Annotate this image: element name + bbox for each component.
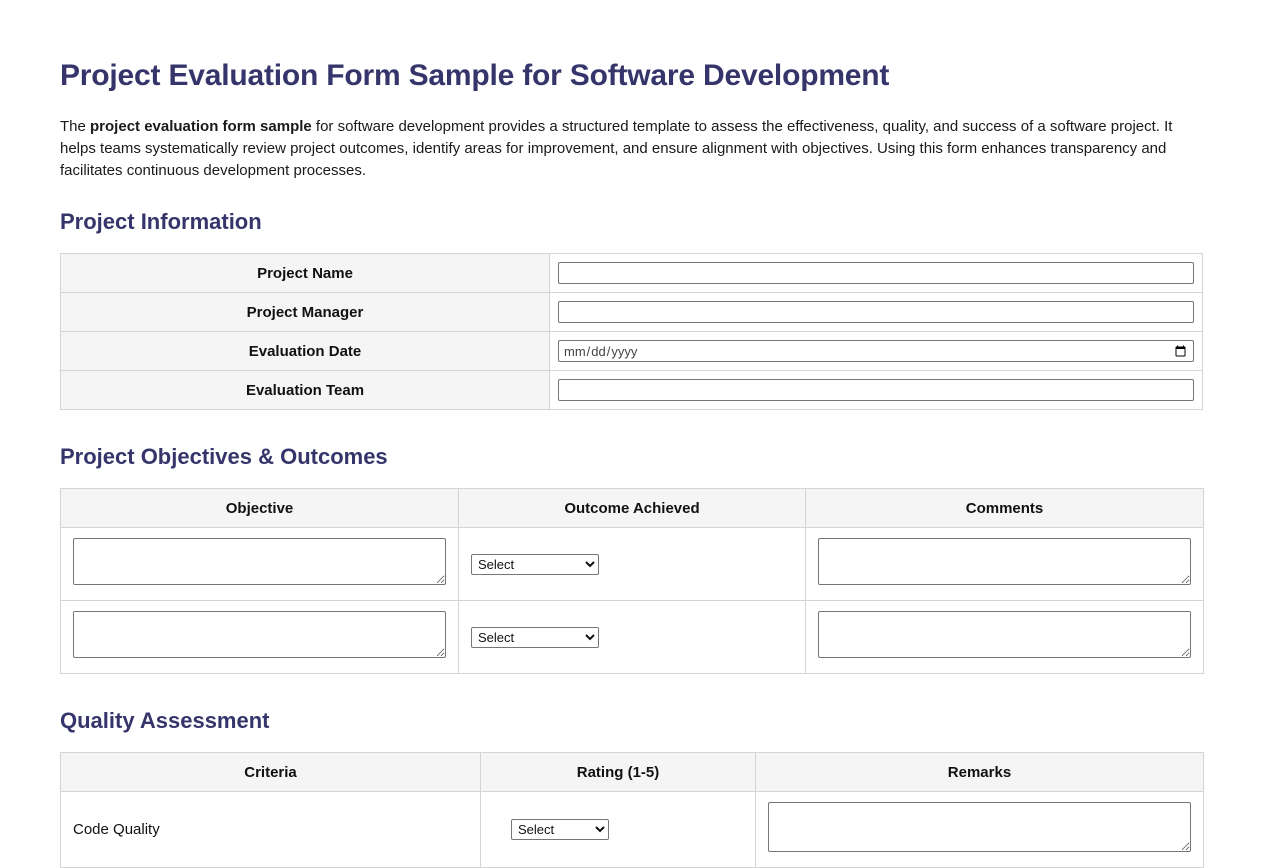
criteria-label-code-quality: Code Quality: [61, 792, 481, 868]
section-title-project-information: Project Information: [60, 209, 262, 235]
evaluation-date-input[interactable]: [558, 340, 1194, 362]
rating-select-code-quality[interactable]: [511, 819, 609, 840]
table-row: [61, 254, 1203, 293]
table-row: [61, 332, 1203, 371]
table-header-row: [61, 753, 1204, 792]
field-label-project-name: Project Name: [61, 254, 550, 293]
evaluation-team-input[interactable]: [558, 379, 1194, 401]
section-title-quality-assessment: Quality Assessment: [60, 708, 270, 734]
objectives-table: [60, 488, 1204, 674]
intro-text-before: The: [60, 118, 91, 135]
field-cell-project-manager: [550, 293, 1203, 332]
project-name-input[interactable]: [558, 262, 1194, 284]
objective-cell-1: [61, 528, 459, 601]
comments-cell-2: [806, 601, 1204, 674]
table-row: [61, 792, 1204, 868]
outcome-select-2[interactable]: [471, 627, 599, 648]
quality-assessment-table: [60, 752, 1204, 868]
field-label-project-manager: Project Manager: [61, 293, 550, 332]
outcome-cell-2: [459, 601, 806, 674]
objective-textarea-1[interactable]: [73, 538, 446, 585]
intro-text-bold: project evaluation form sample: [90, 118, 312, 135]
outcome-cell-1: [459, 528, 806, 601]
objective-cell-2: [61, 601, 459, 674]
remarks-cell-code-quality: [756, 792, 1204, 868]
objective-textarea-2[interactable]: [73, 611, 446, 658]
outcome-select-1[interactable]: [471, 554, 599, 575]
table-row: [61, 293, 1203, 332]
comments-textarea-1[interactable]: [818, 538, 1191, 585]
remarks-textarea-code-quality[interactable]: [768, 802, 1191, 852]
intro-paragraph: [60, 116, 1185, 181]
intro-text-after: for software development provides a structured template to assess the effectiveness, quality, and success of a software project. It helps teams systematically review project outcomes, identify areas for improvement, and ensure alignment with objectives. Using this form enhances transparency and facilitates continuous development processes.: [60, 118, 1173, 179]
column-header-comments: Comments: [806, 489, 1204, 528]
column-header-criteria: Criteria: [61, 753, 481, 792]
rating-cell-code-quality: [481, 792, 756, 868]
table-header-row: [61, 489, 1204, 528]
field-label-evaluation-team: Evaluation Team: [61, 371, 550, 410]
project-manager-input[interactable]: [558, 301, 1194, 323]
comments-textarea-2[interactable]: [818, 611, 1191, 658]
column-header-rating: Rating (1-5): [481, 753, 756, 792]
column-header-objective: Objective: [61, 489, 459, 528]
project-information-table: [60, 253, 1203, 410]
field-cell-evaluation-date: [550, 332, 1203, 371]
table-row: [61, 601, 1204, 674]
field-cell-project-name: [550, 254, 1203, 293]
field-cell-evaluation-team: [550, 371, 1203, 410]
comments-cell-1: [806, 528, 1204, 601]
column-header-outcome-achieved: Outcome Achieved: [459, 489, 806, 528]
field-label-evaluation-date: Evaluation Date: [61, 332, 550, 371]
section-title-objectives: Project Objectives & Outcomes: [60, 444, 388, 470]
table-row: [61, 528, 1204, 601]
page-title: Project Evaluation Form Sample for Software Development: [60, 59, 890, 92]
table-row: [61, 371, 1203, 410]
column-header-remarks: Remarks: [756, 753, 1204, 792]
